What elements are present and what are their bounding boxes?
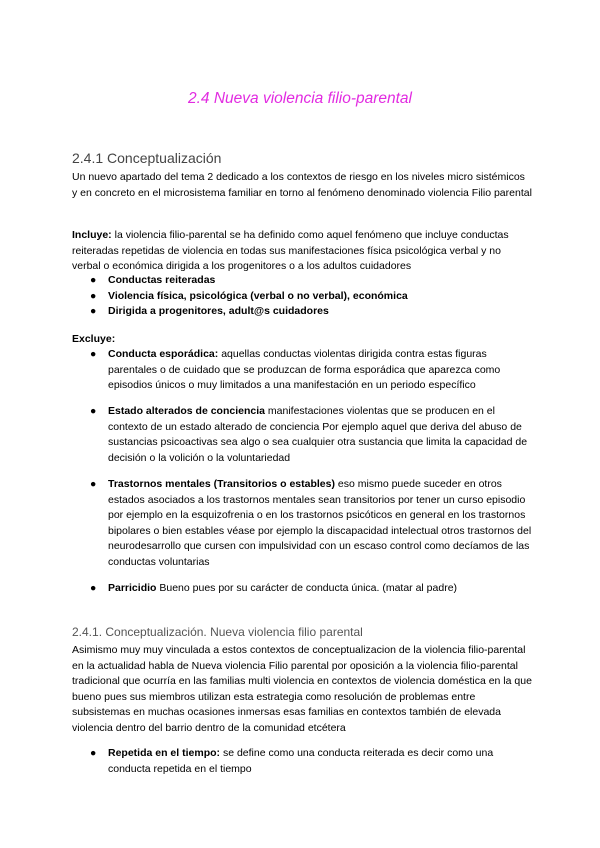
bullet-icon: ● [90, 747, 97, 759]
nueva-violencia-paragraph: Asimismo muy muy vinculada a estos contextos de conceptualizacion de la violencia filio-parental en la actualidad habla de Nueva violencia Filio parental por oposición a la violencia filio-parental tradicional que ocurría en las familias multi violencia en contextos de violencia doméstica en la que bueno pues sus miembros utilizan esta estrategia como resolución de problemas entre subsistemas en muchas ocasiones inmersas esas familias en contextos también de elevada violencia dentro del barrio dentro de la comunidad etcétera [72, 644, 532, 734]
section-heading-conceptualizacion: 2.4.1 Conceptualización [72, 150, 222, 166]
page-title: 2.4 Nueva violencia filio-parental [187, 90, 413, 107]
bullet-icon: ● [90, 274, 97, 286]
list-item: ● Conductas reiteradas [72, 273, 532, 289]
list-item: ● Violencia física, psicológica (verbal o no verbal), económica [72, 289, 532, 305]
intro-paragraph: Un nuevo apartado del tema 2 dedicado a los contextos de riesgo en los niveles micro sistémicos y en concreto en el microsistema familiar en torno al fenómeno denominado violencia Filio parental [72, 171, 532, 199]
excluye-list [72, 477, 532, 570]
bullet-icon: ● [90, 289, 97, 302]
bullet-icon: ● [90, 305, 97, 317]
excluye-list [72, 581, 532, 597]
bullet-icon: ● [90, 478, 97, 490]
bullet-icon: ● [90, 405, 97, 417]
list-item: ● Dirigida a progenitores, adult@s cuidadores [72, 304, 532, 320]
list-item: ● Parricidio Bueno pues por su carácter de conducta única. (matar al padre) [72, 581, 532, 597]
incluye-label: Incluye: [72, 229, 112, 241]
section-heading-nueva-violencia: 2.4.1. Conceptualización. Nueva violencia filio parental [72, 625, 363, 639]
bullet-icon: ● [90, 582, 97, 594]
bullet-icon: ● [90, 348, 97, 360]
list-item: ● Estado alterados de conciencia manifestaciones violentas que se producen en el contexto de un estado alterado de conciencia Por ejemplo aquel que deriva del abuso de sustancias psicoactivas sea algo o sea cualquier otra sustancia que limita la capacidad de decisión o la volición o la voluntariedad [90, 405, 528, 464]
list-item: ● Trastornos mentales (Transitorios o estables) eso mismo puede suceder en otros estados asociados a los trastornos mentales sean transitorios por tener un curso episodio por ejemplo en la esquizofrenia o en los trastornos psicóticos en general en los trastornos bipolares o bien estables véase por ejemplo la discapacidad intelectual otros trastornos del neurodesarrollo que cursen con impulsividad con un escaso control como decíamos de las conductas voluntarias [90, 478, 532, 568]
incluye-paragraph [72, 228, 532, 275]
nueva-violencia-list [72, 746, 532, 777]
incluye-text: la violencia filio-parental se ha definido como aquel fenómeno que incluye conductas reiteradas repetidas de violencia en todas sus manifestaciones física psicológica verbal y no verbal o económica dirigida a los progenitores o a los adultos cuidadores [72, 229, 509, 272]
excluye-label: Excluye: [72, 333, 116, 345]
incluye-list [72, 273, 532, 320]
list-item: ● Repetida en el tiempo: se define como una conducta reiterada es decir como una conducta repetida en el tiempo [90, 747, 494, 775]
list-item: ● Conducta esporádica: aquellas conductas violentas dirigida contra estas figuras parentales o de cuidado que se produzcan de forma esporádica que aparezca como episodios únicos o muy limitados a una manifestación en un periodo específico [90, 348, 501, 391]
excluye-list [72, 347, 532, 394]
excluye-list [72, 404, 532, 466]
